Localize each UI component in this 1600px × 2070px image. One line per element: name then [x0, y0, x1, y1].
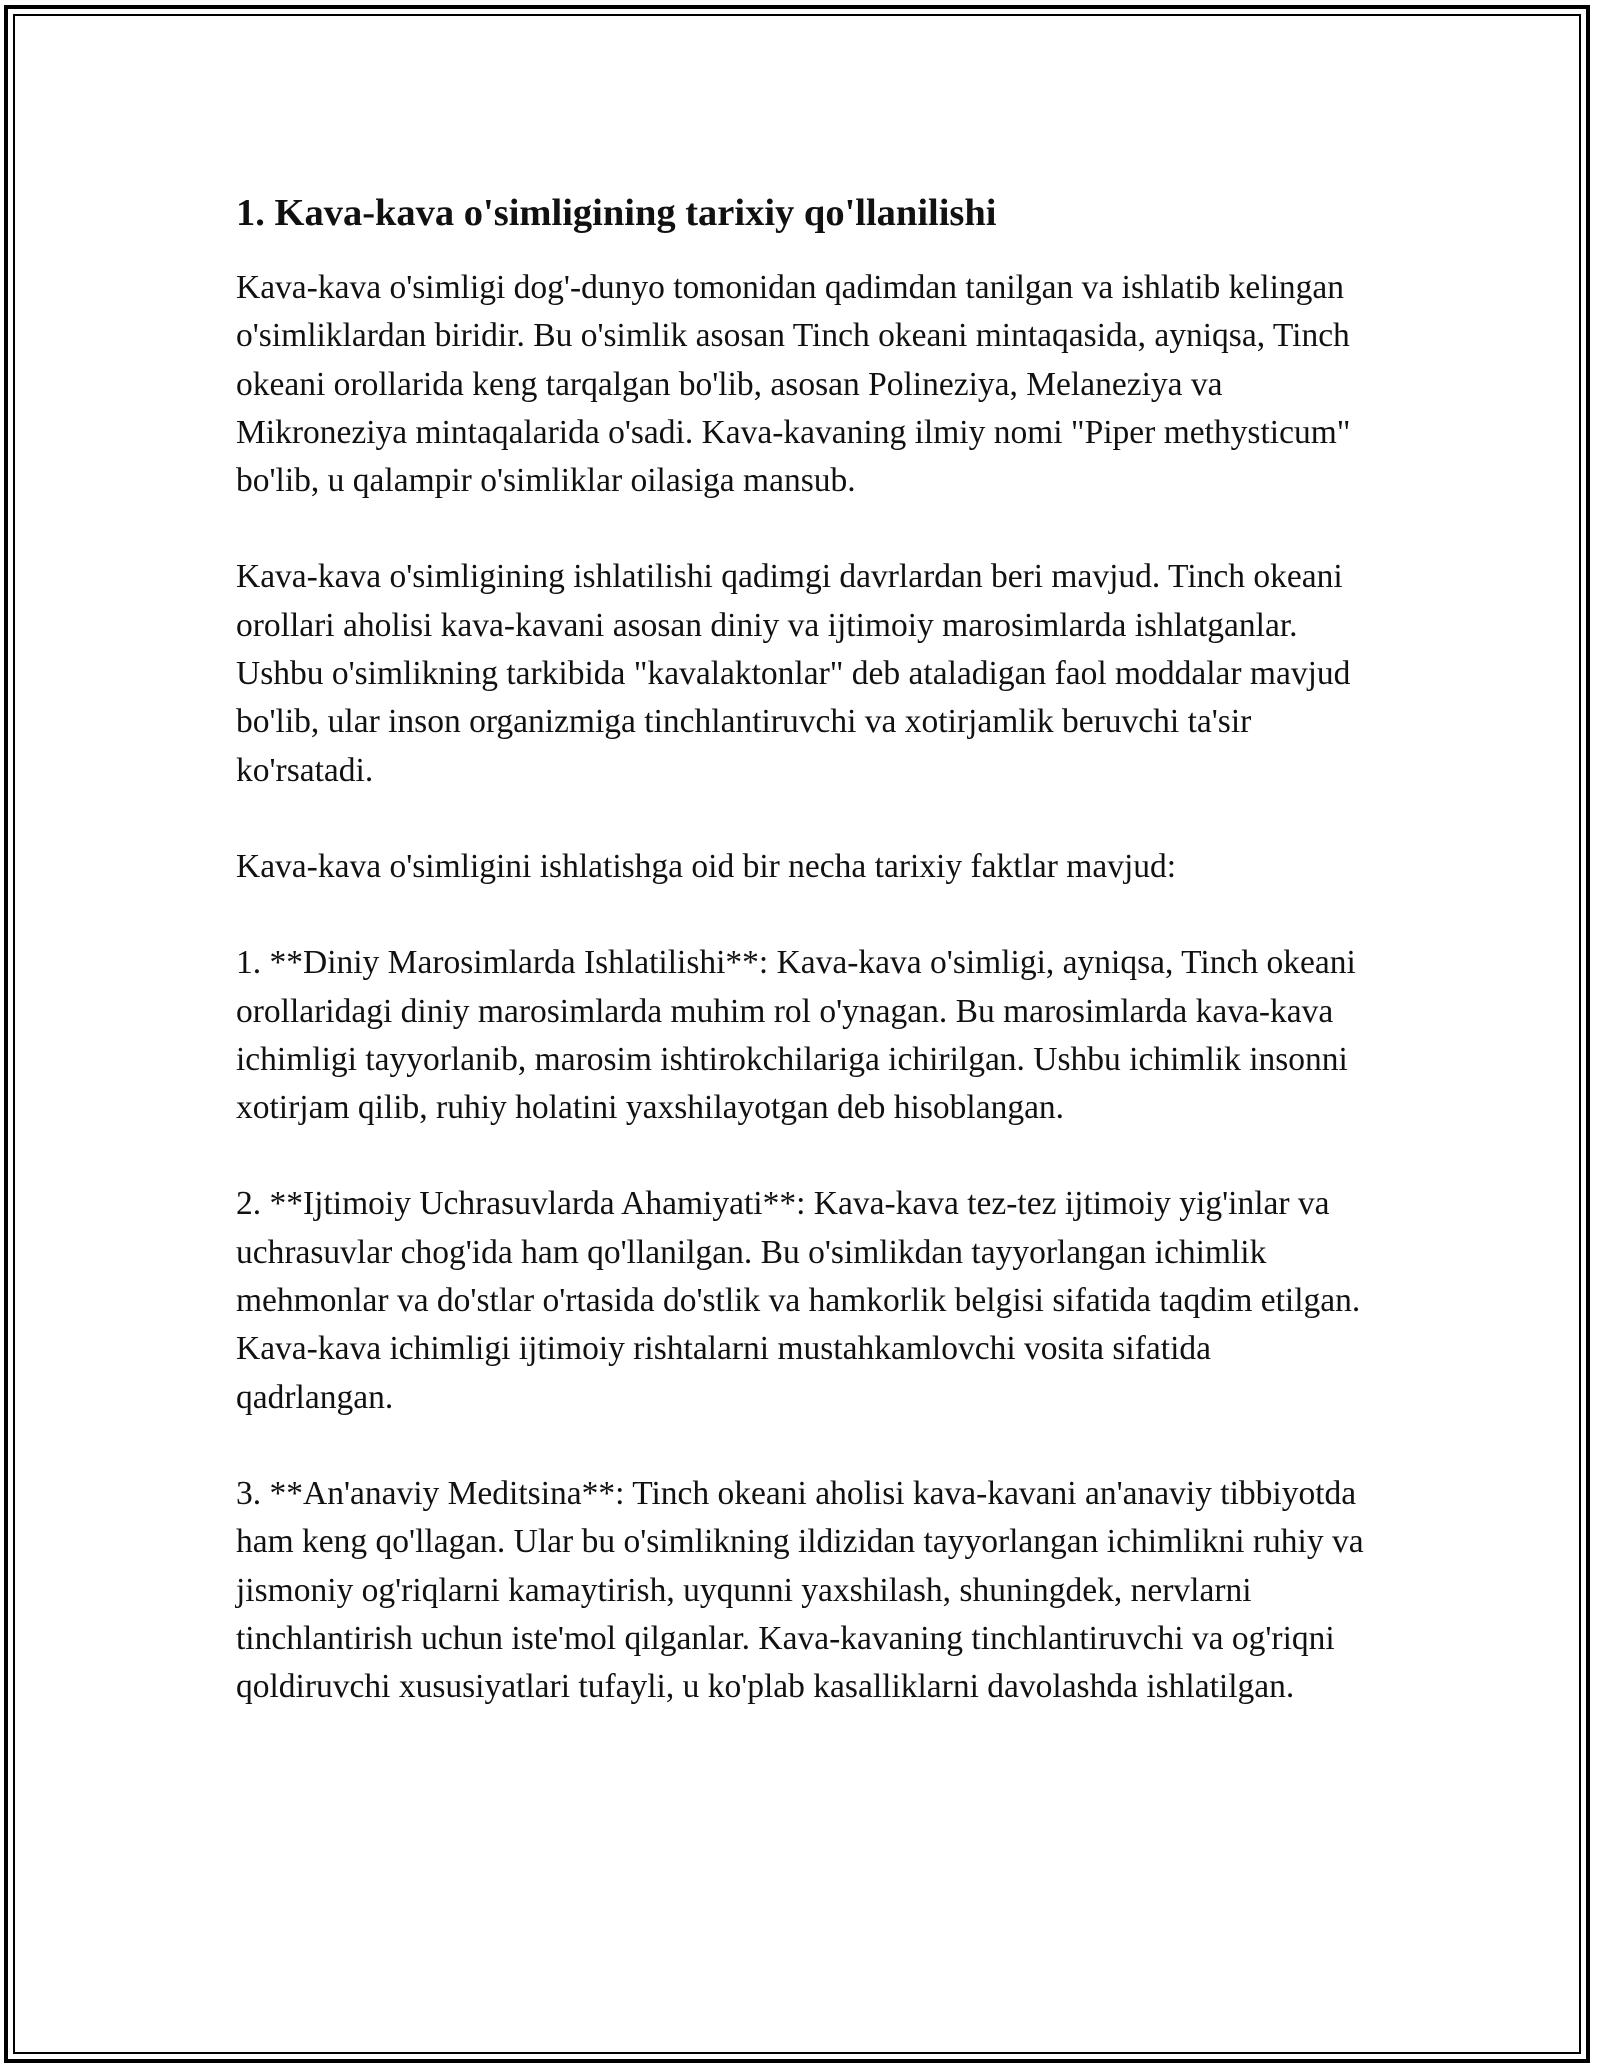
document-body	[236, 188, 1376, 1759]
list-item-traditional-medicine: 3. **An'anaviy Meditsina**: Tinch okeani aholisi kava-kavani an'anaviy tibbiyotda ham keng qo'llagan. Ular bu o'simlikning ildizidan tayyorlangan ichimlikni ruhiy va jismoniy og'riqlarni kamaytirish, uyqunni yaxshilash, shuningdek, nervlarni tinchlantirish uchun iste'mol qilganlar. Kava-kavaning tinchlantiruvchi va og'riqni qoldiruvchi xususiyatlari tufayli, u ko'plab kasalliklarni davolashda ishlatilgan.	[236, 1474, 1364, 1706]
document-title: 1. Kava-kava o'simligining tarixiy qo'llanilishi	[236, 192, 997, 234]
paragraph-intro: Kava-kava o'simligi dog'-dunyo tomonidan qadimdan tanilgan va ishlatib kelingan o'simliklardan biridir. Bu o'simlik asosan Tinch okeani mintaqasida, ayniqsa, Tinch okeani orollarida keng tarqalgan bo'lib, asosan Polineziya, Melaneziya va Mikroneziya mintaqalarida o'sadi. Kava-kavaning ilmiy nomi "Piper methysticum" bo'lib, u qalampir o'simliklar oilasiga mansub.	[236, 269, 1351, 500]
paragraph-facts-lead: Kava-kava o'simligini ishlatishga oid bir necha tarixiy faktlar mavjud:	[236, 847, 1177, 885]
list-item-religious-ceremonies: 1. **Diniy Marosimlarda Ishlatilishi**: Kava-kava o'simligi, ayniqsa, Tinch okeani orollaridagi diniy marosimlarda muhim rol o'ynagan. Bu marosimlarda kava-kava ichimligi tayyorlanib, marosim ishtirokchilariga ichirilgan. Ushbu ichimlik insonni xotirjam qilib, ruhiy holatini yaxshilayotgan deb hisoblangan.	[236, 944, 1356, 1127]
list-item-social-gatherings: 2. **Ijtimoiy Uchrasuvlarda Ahamiyati**: Kava-kava tez-tez ijtimoiy yig'inlar va uchrasuvlar chog'ida ham qo'llanilgan. Bu o'simlikdan tayyorlangan ichimlik mehmonlar va do'stlar o'rtasida do'stlik va hamkorlik belgisi sifatida taqdim etilgan. Kava-kava ichimligi ijtimoiy rishtalarni mustahkamlovchi vosita sifatida qadrlangan.	[236, 1185, 1361, 1416]
paragraph-usage-history: Kava-kava o'simligining ishlatilishi qadimgi davrlardan beri mavjud. Tinch okeani orollari aholisi kava-kavani asosan diniy va ijtimoiy marosimlarda ishlatganlar. Ushbu o'simlikning tarkibida "kavalaktonlar" deb ataladigan faol moddalar mavjud bo'lib, ular inson organizmiga tinchlantiruvchi va xotirjamlik beruvchi ta'sir ko'rsatadi.	[236, 558, 1351, 789]
